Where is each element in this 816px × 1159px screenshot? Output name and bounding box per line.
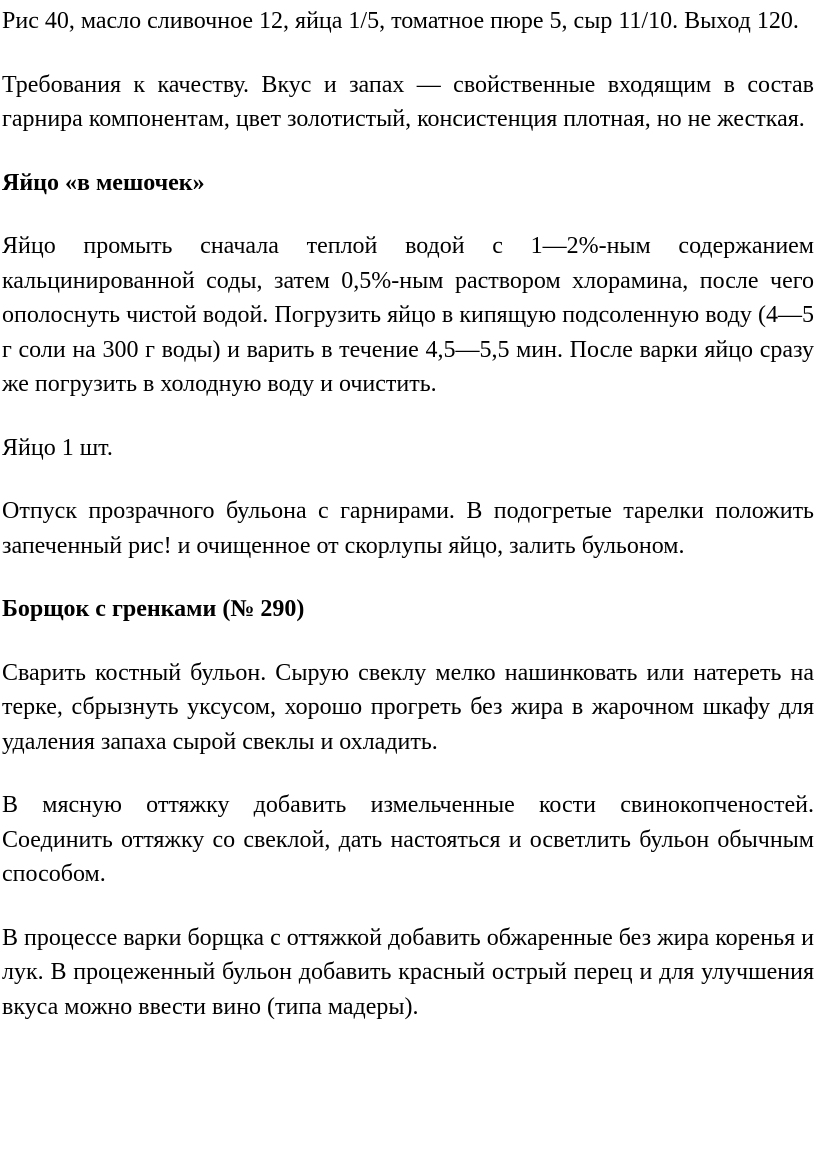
paragraph-quality-requirements: Требования к качеству. Вкус и запах — свойственные входящим в состав гарнира компонентам, цвет золотистый, консистенция плотная, но не жесткая. — [2, 71, 814, 132]
paragraph-ingredients: Рис 40, масло сливочное 12, яйца 1/5, томатное пюре 5, сыр 11/10. Выход 120. — [2, 8, 799, 34]
paragraph-spacer — [2, 759, 814, 788]
paragraph-borscht-step-1: Сварить костный бульон. Сырую свеклу мелко нашинковать или натереть на терке, сбрызнуть уксусом, хорошо прогреть без жира в жарочном шкафу для удаления запаха сырой свеклы и охладить. — [2, 659, 814, 755]
paragraph-egg-instructions: Яйцо промыть сначала теплой водой с 1—2%-ным содержанием кальцинированной соды, затем 0,5%-ным раствором хлорамина, после чего ополоснуть чистой водой. Погрузить яйцо в кипящую подсоленную воду (4—5 г соли на 300 г воды) и варить в течение 4,5—5,5 мин. После варки яйцо сразу же погрузить в холодную воду и очистить. — [2, 233, 814, 397]
paragraph-egg-yield: Яйцо 1 шт. — [2, 434, 113, 461]
paragraph-spacer — [2, 402, 814, 431]
paragraph-spacer — [2, 39, 814, 68]
paragraph-borscht-step-3: В процессе варки борщка с оттяжкой добавить обжаренные без жира коренья и лук. В процеженный бульон добавить красный острый перец и для улучшения вкуса можно ввести вино (типа мадеры). — [2, 924, 814, 1020]
heading-egg: Яйцо «в мешочек» — [2, 169, 205, 196]
paragraph-spacer — [2, 892, 814, 921]
paragraph-spacer — [2, 200, 814, 229]
paragraph-borscht-step-2: В мясную оттяжку добавить измельченные кости свинокопченостей. Соединить оттяжку со свеклой, дать настояться и осветлить бульон обычным способом. — [2, 792, 814, 887]
paragraph-spacer — [2, 137, 814, 166]
paragraph-serving: Отпуск прозрачного бульона с гарнирами. В подогретые тарелки положить запеченный рис! и очищенное от скорлупы яйцо, залить бульоном. — [2, 498, 814, 559]
paragraph-spacer — [2, 465, 814, 494]
paragraph-spacer — [2, 563, 814, 592]
heading-borscht: Борщок с гренками (№ 290) — [2, 596, 305, 622]
paragraph-spacer — [2, 627, 814, 656]
